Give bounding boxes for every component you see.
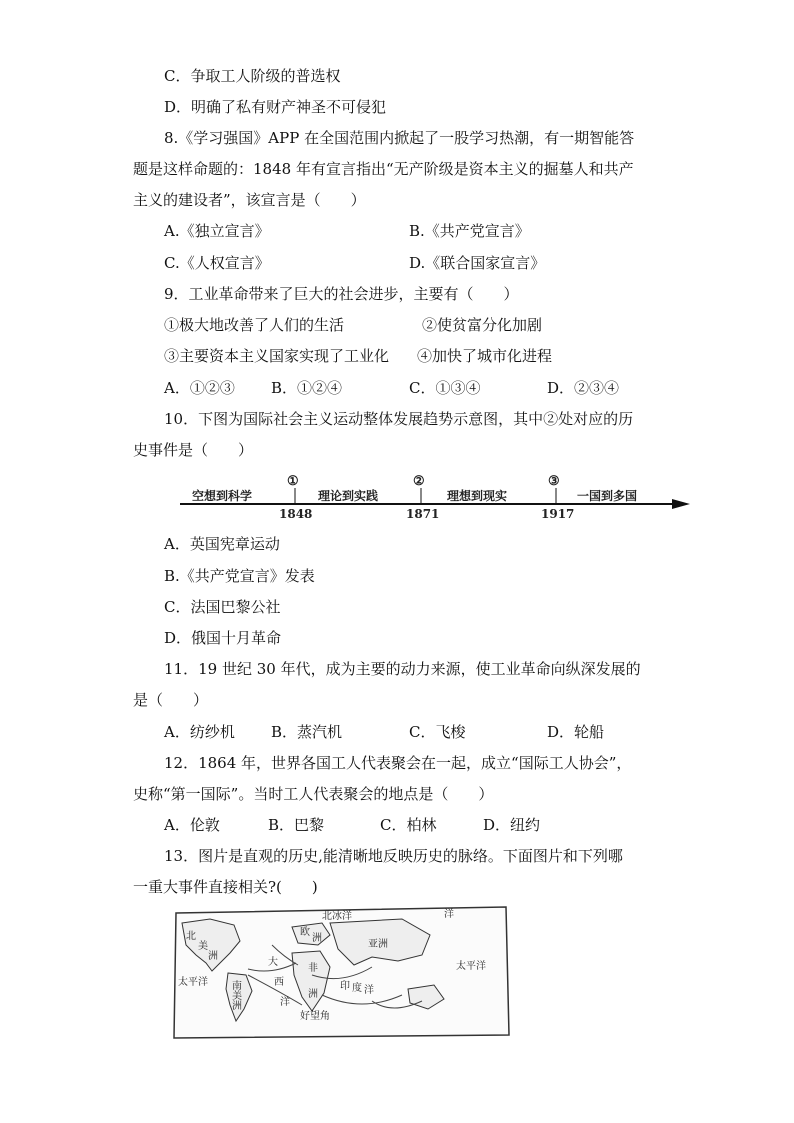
timeline-year-2: 1871 [406, 507, 440, 521]
q10-option-a: A．英国宪章运动 [164, 535, 280, 553]
q10-text-1: 10．下图为国际社会主义运动整体发展趋势示意图，其中②处对应的历 [164, 410, 634, 428]
q12-option-b: B．巴黎 [268, 816, 325, 834]
q11-option-a: A．纺纱机 [164, 723, 235, 741]
q10-option-d: D．俄国十月革命 [164, 629, 282, 647]
map-label-16: 度 [352, 983, 362, 994]
q11-option-b: B．蒸汽机 [271, 723, 343, 741]
timeline-seg-3: 理想到现实 [447, 489, 508, 503]
map-label-10: 非 [308, 963, 318, 974]
map-label-1: 北 [186, 931, 196, 942]
q8-option-d: D.《联合国家宣言》 [409, 254, 546, 272]
q9-text: 9．工业革命带来了巨大的社会进步，主要有（ ） [164, 285, 519, 303]
map-label-14: 洋 [280, 997, 290, 1008]
world-map-figure [172, 905, 510, 1040]
q12-text-1: 12．1864 年，世界各国工人代表聚会在一起，成立“国际工人协会”， [164, 754, 632, 772]
q11-option-d: D．轮船 [547, 723, 605, 741]
q8-text-3: 主义的建设者”，该宣言是（ ） [133, 191, 366, 209]
option-d-prev: D．明确了私有财产神圣不可侵犯 [164, 98, 387, 116]
q9-option-b: B．①②④ [271, 379, 343, 397]
q9-option-a: A．①②③ [164, 379, 235, 397]
map-label-5: 美 [232, 991, 242, 1002]
map-label-18: 太平洋 [178, 977, 208, 988]
q9-option-d: D．②③④ [547, 379, 620, 397]
map-label-13: 西 [274, 977, 284, 988]
map-label-6: 洲 [232, 1001, 242, 1012]
timeline-seg-2: 理论到实践 [318, 489, 379, 503]
map-label-7: 欧 [300, 927, 310, 938]
q10-option-b: B.《共产党宣言》发表 [164, 567, 315, 585]
q12-text-2: 史称“第一国际”。当时工人代表聚会的地点是（ ） [133, 785, 494, 803]
q12-option-d: D．纽约 [483, 816, 541, 834]
map-label-11: 洲 [308, 989, 318, 1000]
socialism-timeline [178, 474, 690, 520]
q13-text-1: 13．图片是直观的历史,能清晰地反映历史的脉络。下面图片和下列哪 [164, 847, 623, 865]
map-label-3: 洲 [208, 951, 218, 962]
map-label-22: 洋 [444, 909, 454, 920]
q13-text-2: 一重大事件直接相关?( ) [133, 878, 318, 896]
timeline-seg-1: 空想到科学 [192, 489, 253, 503]
q9-item-3: ③主要资本主义国家实现了工业化 [164, 347, 390, 365]
map-label-9: 亚洲 [368, 939, 388, 950]
q8-option-c: C.《人权宣言》 [164, 254, 270, 272]
world-map [172, 905, 510, 1040]
q8-text-2: 题是这样命题的：1848 年有宣言指出“无产阶级是资本主义的掘墓人和共产 [133, 160, 634, 178]
map-label-2: 美 [198, 941, 208, 952]
map-label-4: 南 [232, 981, 242, 992]
option-c-prev: C．争取工人阶级的普选权 [164, 67, 341, 85]
q9-item-2: ②使贫富分化加剧 [422, 316, 543, 334]
timeline-seg-4: 一国到多国 [577, 489, 638, 503]
q11-text-2: 是（ ） [133, 691, 209, 709]
q11-option-c: C．飞梭 [409, 723, 466, 741]
q10-option-c: C．法国巴黎公社 [164, 598, 281, 616]
q12-option-c: C．柏林 [380, 816, 437, 834]
q10-text-2: 史事件是（ ） [133, 441, 254, 459]
map-label-12: 大 [268, 957, 278, 968]
map-label-15: 印 [340, 981, 350, 992]
q11-text-1: 11．19 世纪 30 年代，成为主要的动力来源，使工业革命向纵深发展的 [164, 660, 641, 678]
q8-option-b: B.《共产党宣言》 [409, 222, 530, 240]
timeline-marker-3: ③ [548, 474, 560, 489]
timeline-marker-2: ② [413, 474, 425, 489]
timeline-year-3: 1917 [541, 507, 575, 521]
map-label-20: 北冰洋 [322, 911, 352, 922]
timeline-year-1: 1848 [279, 507, 313, 521]
q8-text-1: 8.《学习强国》APP 在全国范围内掀起了一股学习热潮，有一期智能答 [164, 129, 635, 147]
map-label-19: 太平洋 [456, 961, 486, 972]
q8-option-a: A.《独立宣言》 [164, 222, 270, 240]
map-label-8: 洲 [312, 933, 322, 944]
q9-item-4: ④加快了城市化进程 [417, 347, 553, 365]
timeline-marker-1: ① [287, 474, 299, 489]
q9-item-1: ①极大地改善了人们的生活 [164, 316, 345, 334]
q12-option-a: A．伦敦 [164, 816, 220, 834]
map-label-21: 好望角 [300, 1011, 330, 1022]
map-label-17: 洋 [364, 985, 374, 996]
q9-option-c: C．①③④ [409, 379, 481, 397]
